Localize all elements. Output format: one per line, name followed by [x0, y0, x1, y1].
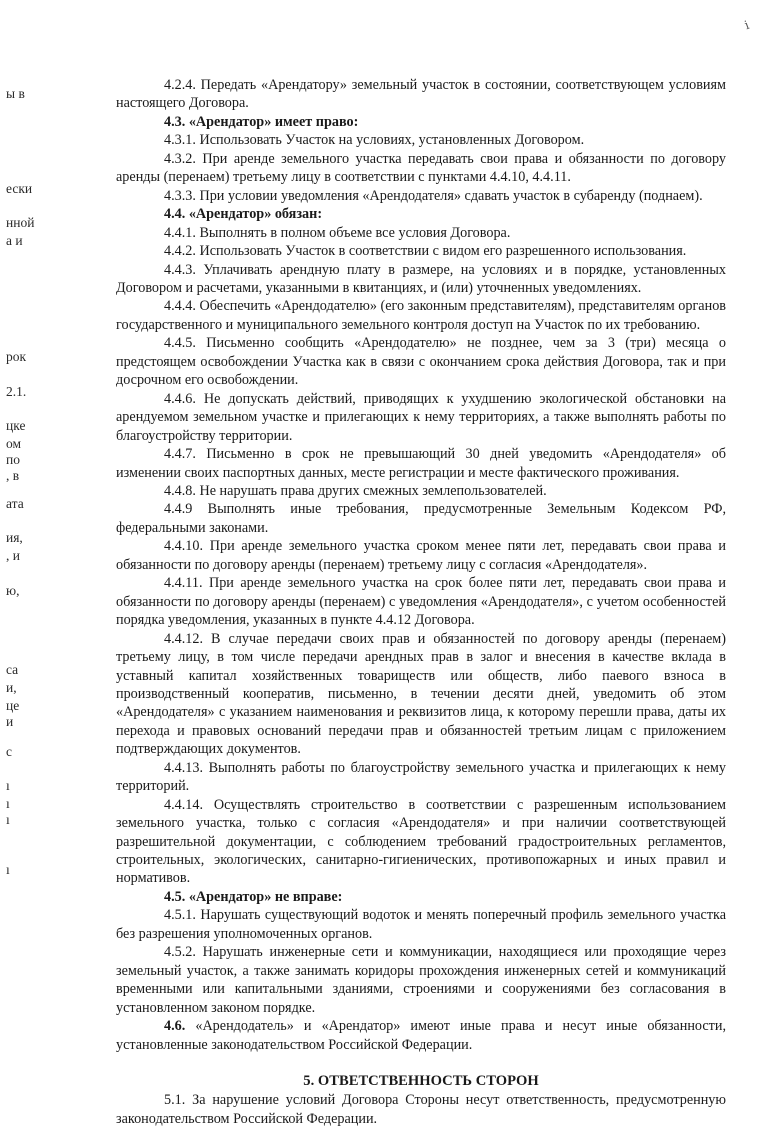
paragraph-4-4-11: 4.4.11. При аренде земельного участка на срок более пяти лет, передавать свои права и обязанности по договору аренды (перенаем) с уведомления «Арендодателя», с учетом особенностей порядка уведомления, указанных в пункте 4.4.12 Договора.: [116, 575, 726, 629]
heading-4-4: 4.4. «Арендатор» обязан:: [164, 206, 323, 223]
paragraph-4-4-3: 4.4.3. Уплачивать арендную плату в размере, на условиях и в порядке, установленных Договором и расчетами, указанными в квитанциях, и (или) уточненных уведомлениях.: [116, 261, 726, 296]
paragraph-4-4-6: 4.4.6. Не допускать действий, приводящих к ухудшению экологической обстановки на арендуемом земельном участке и прилегающих к нему территориях, а также выполнять работы по благоустройству территории.: [116, 390, 726, 444]
document-body: [116, 76, 726, 1128]
paragraph-4-4-13: 4.4.13. Выполнять работы по благоустройству земельного участка и прилегающих к нему территорий.: [116, 759, 726, 795]
paragraph-4-4-7: 4.4.7. Письменно в срок не превышающий 30 дней уведомить «Арендодателя» об изменении своих паспортных данных, месте регистрации и месте фактического проживания.: [116, 446, 726, 481]
margin-fragment: ия,: [6, 530, 23, 545]
paragraph-4-4-12: 4.4.12. В случае передачи своих прав и обязанностей по договору аренды (перенаем) третьему лицу, в том числе передачи арендных прав в залог и внесения в качестве вклада в уставный капитал хозяйственных товариществ или обществ, либо паевого взноса в производственный кооператив, письменно, в течении десяти дней, уведомить об этом «Арендодателя» с указанием наименования и реквизитов лица, к которому перешли права, даты их перехода и правовых оснований передачи прав и обязанностей третьим лицам с приложением подтверждающих документов.: [116, 630, 726, 758]
margin-fragment: нной: [6, 215, 35, 230]
margin-fragment: ı: [6, 862, 10, 877]
paragraph-4-4-10: 4.4.10. При аренде земельного участка сроком менее пяти лет, передавать свои права и обязанности по договору аренды (перенаем) третьему лицу с согласия «Арендодателя».: [116, 538, 726, 573]
paragraph-4-4-2: 4.4.2. Использовать Участок в соответствии с видом его разрешенного использования.: [164, 243, 687, 260]
section-5-title: 5. ОТВЕТСТВЕННОСТЬ СТОРОН: [303, 1073, 539, 1090]
margin-fragment: , и: [6, 548, 20, 563]
margin-fragment: по: [6, 452, 20, 467]
margin-fragment: и: [6, 714, 14, 729]
heading-4-3: 4.3. «Арендатор» имеет право:: [164, 113, 359, 130]
paragraph-5-1: 5.1. За нарушение условий Договора Стороны несут ответственность, предусмотренную законодательством Российской Федерации.: [116, 1092, 726, 1127]
paragraph-4-4-14: 4.4.14. Осуществлять строительство в соответствии с разрешенным использованием земельного участка, только с согласия «Арендодателя» и при наличии соответствующей разрешительной документации, с соблюдением требований градостроительных регламентов, строительных, экологических, санитарно-гигиенических, противопожарных и иных правил и нормативов.: [116, 796, 726, 887]
paragraph-4-5-2: 4.5.2. Нарушать инженерные сети и коммуникации, находящиеся или проходящие через земельный участок, а также занимать коридоры прохождения инженерных сетей и коммуникаций временными или капитальными зданиями, строениями и сооружениями без согласования в установленном законом порядке.: [116, 944, 726, 1016]
margin-fragment: ески: [6, 181, 33, 196]
margin-fragment: с: [6, 744, 12, 759]
margin-fragment: ю,: [6, 583, 20, 598]
paragraph-4-2-4: 4.2.4. Передать «Арендатору» земельный участок в состоянии, соответствующем условиям настоящего Договора.: [116, 77, 726, 112]
paragraph-4-3-3: 4.3.3. При условии уведомления «Арендодателя» сдавать участок в субаренду (поднаем).: [164, 187, 703, 204]
margin-fragment: це: [6, 698, 20, 713]
paragraph-4-5-1: 4.5.1. Нарушать существующий водоток и менять поперечный профиль земельного участка без разрешения уполномоченных органов.: [116, 907, 726, 942]
paragraph-4-4-8: 4.4.8. Не нарушать права других смежных землепользователей.: [164, 482, 547, 499]
corner-mark: ⅰ: [742, 17, 751, 33]
margin-fragment: ı: [6, 796, 10, 811]
margin-fragment: а и: [6, 233, 23, 248]
margin-fragment: ата: [6, 496, 24, 511]
heading-4-5: 4.5. «Арендатор» не вправе:: [164, 888, 343, 905]
margin-fragment: , в: [6, 468, 20, 483]
paragraph-4-6-number: 4.6.: [164, 1018, 186, 1035]
margin-fragment: ы в: [6, 86, 25, 101]
margin-fragment: рок: [6, 349, 27, 364]
margin-fragment: са: [6, 662, 19, 677]
paragraph-4-4-9: 4.4.9 Выполнять иные требования, предусмотренные Земельным Кодексом РФ, федеральными законами.: [116, 501, 726, 536]
paragraph-4-4-4: 4.4.4. Обеспечить «Арендодателю» (его законным представителям), представителям органов государственного и муниципального земельного контроля доступ на Участок по их требованию.: [116, 298, 726, 333]
paragraph-4-3-2: 4.3.2. При аренде земельного участка передавать свои права и обязанности по договору аренды (перенаем) третьему лицу в соответствии с пунктами 4.4.10, 4.4.11.: [116, 150, 726, 186]
margin-fragment: 2.1.: [6, 384, 27, 399]
paragraph-4-4-1: 4.4.1. Выполнять в полном объеме все условия Договора.: [164, 224, 511, 241]
margin-fragment: ı: [6, 812, 10, 827]
paragraph-4-6-text: «Арендодатель» и «Арендатор» имеют иные права и несут иные обязанности, установленные законодательством Российской Федерации.: [116, 1018, 726, 1053]
margin-fragment: и,: [6, 680, 17, 695]
margin-fragment: цке: [6, 418, 26, 433]
paragraph-4-4-5: 4.4.5. Письменно сообщить «Арендодателю» не позднее, чем за 3 (три) месяца о предстоящем освобождении Участка как в связи с окончанием срока действия Договора, так и при досрочном его освобождении.: [116, 335, 726, 389]
margin-fragment: ı: [6, 778, 10, 793]
paragraph-4-3-1: 4.3.1. Использовать Участок на условиях, установленных Договором.: [164, 132, 585, 149]
margin-fragment: ом: [6, 436, 22, 451]
paragraph-4-6: [116, 1017, 726, 1054]
